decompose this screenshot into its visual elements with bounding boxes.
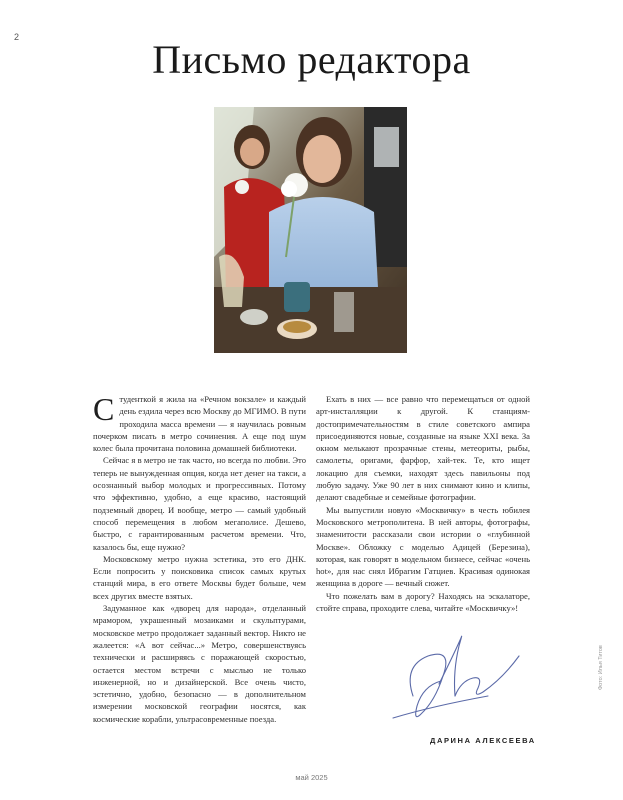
drop-cap: С — [93, 391, 115, 427]
article-left-column — [93, 393, 306, 725]
photo-credit: Фото: Илья Титов — [598, 645, 604, 690]
article-paragraph: Мы выпустили новую «Москвичку» в честь юбилея Московского метрополитена. В ней авторы, фотографы, знаменитости рассказали свои истории о «глубинной Москве». Обложку с моделью Адицей (Березина), которая, как говорят в модельном бизнесе, сейчас «очень hot», для нас снял Ибрагим Гатциев. Красивая одинокая женщина в дороге — вечный сюжет. — [316, 504, 530, 589]
editor-photo — [214, 107, 407, 353]
page-number: 2 — [14, 32, 20, 42]
page-footer: май 2025 — [295, 773, 328, 782]
article-right-column — [316, 393, 530, 614]
article-paragraph: Что пожелать вам в дорогу? Находясь на эскалаторе, стойте справа, проходите слева, читайте «Москвичку»! — [316, 590, 530, 614]
editor-signature — [383, 626, 523, 726]
article-paragraph: Сейчас я в метро не так часто, но всегда по любви. Это теперь не вынужденная опция, когда нет денег на такси, а осознанный выбор молодых и прогрессивных. Потому что эффективно, удобно, а еще красиво, настоящий подземный дворец. И вообще, метро — самый удобный способ перемещения в любом мегаполисе. Дешево, быстро, с гарантированным расчетом времени. Что, казалось бы, еще нужно? — [93, 455, 306, 552]
article-paragraph: Студенткой я жила на «Речном вокзале» и каждый день ездила через всю Москву до МГИМО. В пути проходила масса времени — я научилась ровным почерком писать в метро сочинения. А еще под шум колес была прочитана половина домашней библиотеки. — [93, 391, 306, 454]
author-name: ДАРИНА АЛЕКСЕЕВА — [430, 736, 536, 745]
article-paragraph: Ехать в них — все равно что перемещаться от одной арт-инсталляции к другой. К станциям-достопримечательностям в стиле советского ампира присоединяются новые, созданные на языке XXI века. За окном мелькают прозрачные стены, метеориты, рыбы, самолеты, оригами, фарфор, хай-тек. Те, кто ищет локацию для съемки, находят здесь павильоны под любую задачу. Уже 90 лет в них снимают кино и клипы, делают свадебные и семейные фотографии. — [316, 394, 530, 503]
article-paragraph: Задуманное как «дворец для народа», отделанный мрамором, украшенный мозаиками и скульптурами, московское метро продолжает заданный вектор. Никто не жалеется: «А вот сейчас...» Метро, совершенствуясь технически и расширяясь с поражающей скоростью, остается местом встречи с мыслью не только инженерной, но и дизайнерской. Все очень чисто, эстетично, удобно, безопасно — в дополнительном измерении московской географии носятся, как космические корабли, ультрасовременные поезда. — [93, 603, 306, 724]
page-title: Письмо редактора — [152, 37, 471, 82]
article-paragraph: Московскому метро нужна эстетика, это его ДНК. Если попросить у поисковика список самых крутых станций мира, в его ответе Москвы будет больше, чем всех других вместе взятых. — [93, 553, 306, 601]
